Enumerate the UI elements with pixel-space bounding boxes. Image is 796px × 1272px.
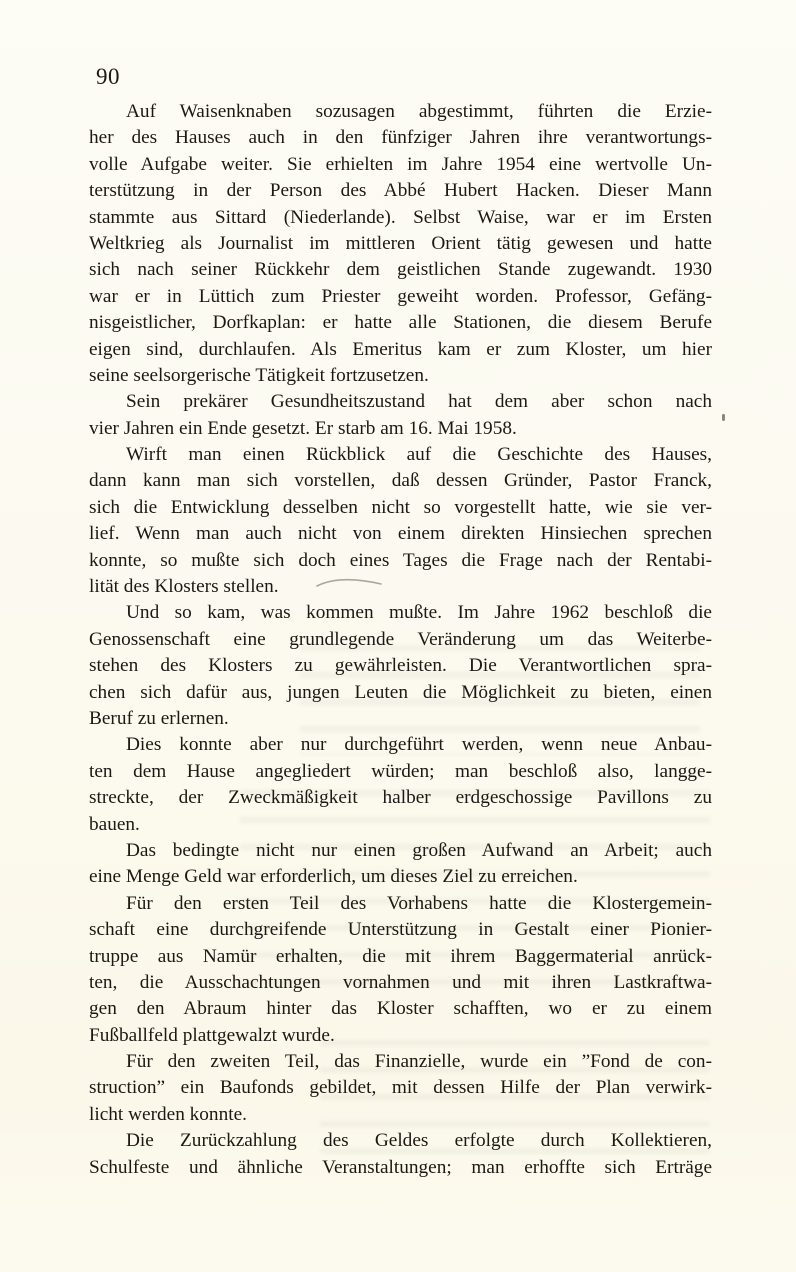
text-line: chen sich dafür aus, jungen Leuten die Möglichkeit zu bieten, einen [89, 681, 712, 703]
text-line: Sein prekärer Gesundheitszustand hat dem aber schon nach [126, 391, 712, 413]
text-block [89, 99, 712, 1181]
text-line: Und so kam, was kommen mußte. Im Jahre 1962 beschloß die [126, 602, 712, 624]
paragraph [89, 891, 712, 1049]
text-line: Die Zurückzahlung des Geldes erfolgte durch Kollektieren, [126, 1130, 712, 1152]
text-line: eigen sind, durchlaufen. Als Emeritus kam er zum Kloster, um hier [89, 338, 712, 360]
text-line: Das bedingte nicht nur einen großen Aufwand an Arbeit; auch [126, 839, 712, 861]
scan-artifact-speck [722, 414, 725, 421]
paragraph [89, 99, 712, 389]
text-line: struction” ein Baufonds gebildet, mit dessen Hilfe der Plan verwirk- [89, 1077, 712, 1099]
text-line: lief. Wenn man auch nicht von einem direkten Hinsiechen sprechen [89, 523, 712, 545]
text-line: sich nach seiner Rückkehr dem geistlichen Stande zugewandt. 1930 [89, 259, 712, 281]
paragraph [89, 600, 712, 732]
text-line: ten, die Ausschachtungen vornahmen und mit ihren Lastkraftwa- [89, 971, 712, 993]
paragraph [89, 732, 712, 838]
scan-artifact-squiggle [315, 576, 383, 590]
text-line: bauen. [89, 813, 140, 835]
text-line: Schulfeste und ähnliche Veranstaltungen; man erhoffte sich Erträge [89, 1156, 712, 1178]
text-line: Weltkrieg als Journalist im mittleren Orient tätig gewesen und hatte [89, 232, 712, 254]
paragraph [89, 1128, 712, 1181]
text-line: her des Hauses auch in den fünfziger Jahren ihre verantwortungs- [89, 127, 712, 149]
text-line: eine Menge Geld war erforderlich, um dieses Ziel zu erreichen. [89, 866, 578, 888]
text-line: Für den zweiten Teil, das Finanzielle, wurde ein ”Fond de con- [126, 1051, 712, 1073]
text-line: sich die Entwicklung desselben nicht so vorgestellt hatte, wie sie ver- [89, 496, 712, 518]
text-line: Genossenschaft eine grundlegende Veränderung um das Weiterbe- [89, 628, 712, 650]
text-line: dann kann man sich vorstellen, daß dessen Gründer, Pastor Franck, [89, 470, 712, 492]
text-line: war er in Lüttich zum Priester geweiht worden. Professor, Gefäng- [89, 285, 712, 307]
text-line: truppe aus Namür erhalten, die mit ihrem Baggermaterial anrück- [89, 945, 712, 967]
text-line: Wirft man einen Rückblick auf die Geschichte des Hauses, [126, 444, 712, 466]
text-line: Dies konnte aber nur durchgeführt werden, wenn neue Anbau- [126, 734, 712, 756]
paragraph [89, 838, 712, 891]
text-line: Auf Waisenknaben sozusagen abgestimmt, führten die Erzie- [126, 101, 712, 122]
text-line: seine seelsorgerische Tätigkeit fortzusetzen. [89, 364, 429, 386]
text-line: vier Jahren ein Ende gesetzt. Er starb am 16. Mai 1958. [89, 417, 517, 439]
paragraph [89, 442, 712, 600]
paragraph [89, 1049, 712, 1128]
text-line: volle Aufgabe weiter. Sie erhielten im Jahre 1954 eine wertvolle Un- [89, 153, 712, 175]
text-line: nisgeistlicher, Dorfkaplan: er hatte alle Stationen, die diesem Berufe [89, 312, 712, 334]
text-line: stammte aus Sittard (Niederlande). Selbst Waise, war er im Ersten [89, 206, 712, 228]
text-line: Fußballfeld plattgewalzt wurde. [89, 1024, 335, 1046]
text-line: schaft eine durchgreifende Unterstützung in Gestalt einer Pionier- [89, 919, 712, 941]
text-line: Beruf zu erlernen. [89, 707, 229, 729]
text-line: Für den ersten Teil des Vorhabens hatte die Klostergemein- [126, 892, 712, 914]
text-line: gen den Abraum hinter das Kloster schafften, wo er zu einem [89, 998, 712, 1020]
paragraph [89, 389, 712, 442]
text-line: licht werden konnte. [89, 1103, 247, 1125]
text-line: ten dem Hause angegliedert würden; man beschloß also, langge- [89, 760, 712, 782]
page-number: 90 [96, 64, 120, 89]
text-line: konnte, so mußte sich doch eines Tages die Frage nach der Rentabi- [89, 549, 712, 571]
text-line: lität des Klosters stellen. [89, 576, 279, 598]
text-line: streckte, der Zweckmäßigkeit halber erdgeschossige Pavillons zu [89, 787, 712, 809]
text-line: stehen des Klosters zu gewährleisten. Die Verantwortlichen spra- [89, 655, 712, 677]
text-line: terstützung in der Person des Abbé Hubert Hacken. Dieser Mann [89, 180, 712, 202]
